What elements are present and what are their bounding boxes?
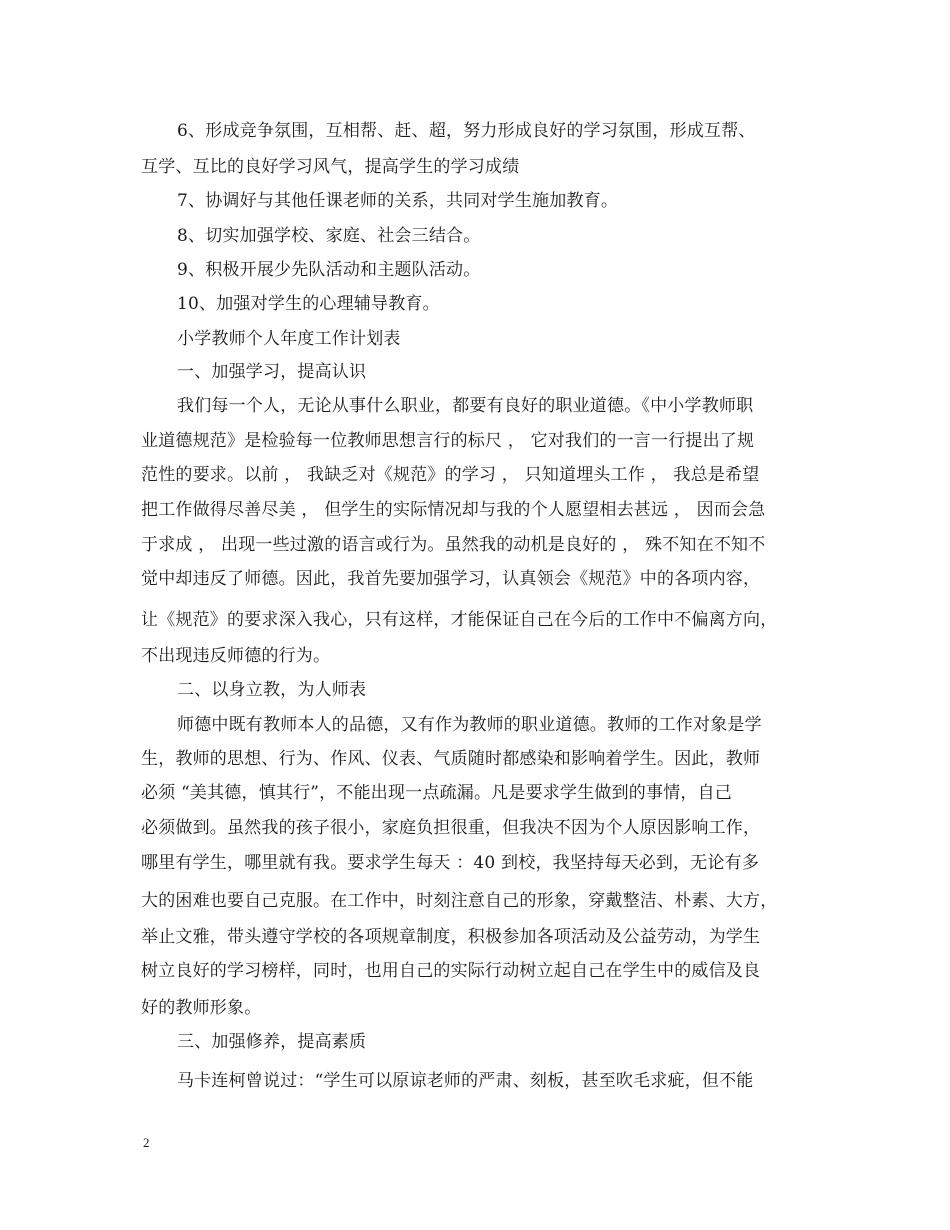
text-line: 把工作做得尽善尽美 ， 但学生的实际情况却与我的个人愿望相去甚远 ， 因而会急: [141, 500, 766, 520]
text-line: 树立良好的学习榜样，同时，也用自己的实际行动树立起自己在学生中的威信及良: [141, 961, 761, 981]
text-line: 必须做到。虽然我的孩子很小，家庭负担很重，但我决不因为个人原因影响工作，: [141, 818, 761, 838]
text-line: 让《规范》的要求深入我心，只有这样，才能保证自己在今后的工作中不偏离方向，: [141, 610, 778, 630]
text-line: 6、形成竞争氛围，互相帮、赶、超，努力形成良好的学习氛围，形成互帮、: [177, 121, 756, 141]
text-line: 业道德规范》是检验每一位教师思想言行的标尺 ， 它对我们的一言一行提出了规: [141, 431, 755, 451]
section-heading: 小学教师个人年度工作计划表: [177, 329, 401, 349]
text-line: 马卡连柯曾说过：“学生可以原谅老师的严肃、刻板，甚至吹毛求疵，但不能: [177, 1071, 754, 1091]
text-line: 8、切实加强学校、家庭、社会三结合。: [177, 226, 481, 246]
text-line: 大的困难也要自己克服。在工作中，时刻注意自己的形象，穿戴整洁、朴素、大方，: [141, 891, 778, 911]
section-heading: 二、以身立教，为人师表: [177, 680, 367, 700]
text-line: 生，教师的思想、行为、作风、仪表、气质随时都感染和影响着学生。因此，教师: [141, 749, 761, 769]
page-number: 2: [143, 1135, 150, 1150]
text-line: 好的教师形象。: [141, 998, 262, 1018]
text-line: 互学、互比的良好学习风气，提高学生的学习成绩: [141, 157, 520, 177]
text-line: 范性的要求。以前 ， 我缺乏对《规范》的学习 ， 只知道埋头工作 ， 我总是希望: [141, 465, 760, 485]
text-line: 哪里有学生，哪里就有我。要求学生每天 ：40 到校，我坚持每天必到，无论有多: [141, 853, 760, 873]
text-line: 必须 “美其德，慎其行”，不能出现一点疏漏。凡是要求学生做到的事情，自己: [141, 783, 732, 803]
text-line: 不出现违反师德的行为。: [141, 646, 331, 666]
text-line: 于求成 ， 出现一些过激的语言或行为。虽然我的动机是良好的 ， 殊不知在不知不: [141, 535, 766, 555]
text-line: 觉中却违反了师德。因此，我首先要加强学习，认真领会《规范》中的各项内容，: [141, 569, 761, 589]
text-line: 师德中既有教师本人的品德，又有作为教师的职业道德。教师的工作对象是学: [177, 715, 762, 735]
section-heading: 三、加强修养，提高素质: [177, 1032, 367, 1052]
text-line: 我们每一个人，无论从事什么职业，都要有良好的职业道德。《中小学教师职: [177, 396, 754, 416]
text-line: 9、积极开展少先队活动和主题队活动。: [177, 260, 481, 280]
text-line: 举止文雅，带头遵守学校的各项规章制度，积极参加各项活动及公益劳动，为学生: [141, 927, 761, 947]
text-line: 10、加强对学生的心理辅导教育。: [177, 294, 440, 314]
section-heading: 一、加强学习，提高认识: [177, 362, 367, 382]
text-line: 7、协调好与其他任课老师的关系，共同对学生施加教育。: [177, 191, 619, 211]
